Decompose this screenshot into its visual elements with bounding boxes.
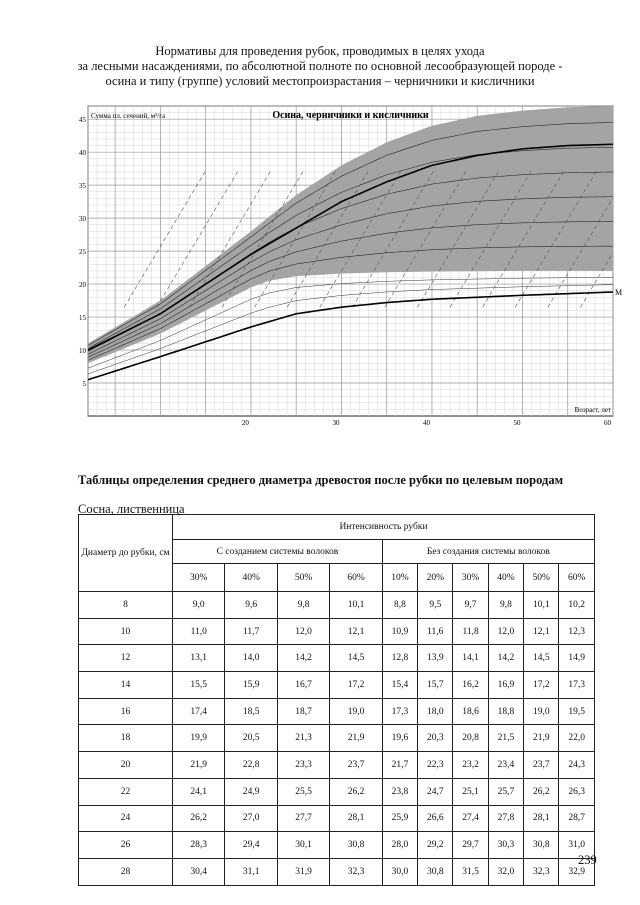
diameter-after-cell: 24,7 bbox=[418, 778, 453, 805]
diameter-after-cell: 19,6 bbox=[382, 725, 417, 752]
percent-col-header: 30% bbox=[173, 564, 225, 592]
diameter-after-cell: 21,7 bbox=[382, 752, 417, 779]
diameter-after-cell: 10,9 bbox=[382, 618, 417, 645]
diameter-after-cell: 22,8 bbox=[225, 752, 277, 779]
x-tick-label: 50 bbox=[513, 419, 521, 427]
diameter-after-cell: 11,6 bbox=[418, 618, 453, 645]
table-row bbox=[79, 752, 595, 779]
diameter-after-cell: 27,4 bbox=[453, 805, 488, 832]
diameter-before-cell: 8 bbox=[79, 592, 173, 619]
diameter-after-cell: 26,6 bbox=[418, 805, 453, 832]
diameter-after-cell: 10,2 bbox=[559, 592, 595, 619]
heading-line-1: Нормативы для проведения рубок, проводимых в целях ухода bbox=[155, 44, 485, 58]
diameter-before-cell: 26 bbox=[79, 832, 173, 859]
diameter-after-cell: 12,8 bbox=[382, 645, 417, 672]
diameter-after-cell: 25,1 bbox=[453, 778, 488, 805]
diameter-after-cell: 29,2 bbox=[418, 832, 453, 859]
diameter-after-cell: 28,1 bbox=[330, 805, 382, 832]
diameter-after-cell: 15,4 bbox=[382, 672, 417, 699]
diameter-after-cell: 8,8 bbox=[382, 592, 417, 619]
diameter-after-cell: 10,1 bbox=[524, 592, 559, 619]
diameter-after-cell: 17,4 bbox=[173, 698, 225, 725]
diameter-before-cell: 10 bbox=[79, 618, 173, 645]
table-row bbox=[79, 805, 595, 832]
diameter-after-cell: 11,0 bbox=[173, 618, 225, 645]
diameter-after-cell: 22,3 bbox=[418, 752, 453, 779]
diameter-after-cell: 14,2 bbox=[488, 645, 523, 672]
diameter-after-cell: 31,1 bbox=[225, 858, 277, 885]
percent-col-header: 50% bbox=[524, 564, 559, 592]
diameter-after-cell: 12,0 bbox=[488, 618, 523, 645]
diameter-after-cell: 24,9 bbox=[225, 778, 277, 805]
group-without-header: Без создания системы волоков bbox=[382, 540, 594, 564]
species-label: Сосна, лиственница bbox=[78, 502, 185, 516]
diameter-after-cell: 30,1 bbox=[277, 832, 329, 859]
diameter-after-cell: 12,3 bbox=[559, 618, 595, 645]
diameter-after-cell: 14,9 bbox=[559, 645, 595, 672]
intensity-header: Интенсивность рубки bbox=[173, 515, 595, 540]
diameter-after-cell: 9,6 bbox=[225, 592, 277, 619]
diameter-after-cell: 20,3 bbox=[418, 725, 453, 752]
table-row bbox=[79, 832, 595, 859]
diameter-after-cell: 26,2 bbox=[330, 778, 382, 805]
diameter-after-cell: 23,2 bbox=[453, 752, 488, 779]
x-tick-label: 20 bbox=[241, 419, 249, 427]
diameter-after-cell: 30,8 bbox=[524, 832, 559, 859]
diameter-after-cell: 9,5 bbox=[418, 592, 453, 619]
diameter-after-cell: 15,9 bbox=[225, 672, 277, 699]
diameter-after-cell: 28,7 bbox=[559, 805, 595, 832]
group-with-header: С созданием системы волоков bbox=[173, 540, 383, 564]
x-tick-label: 40 bbox=[422, 419, 430, 427]
y-tick-label: 45 bbox=[79, 116, 86, 125]
diameter-after-cell: 18,5 bbox=[225, 698, 277, 725]
x-tick-label: 30 bbox=[332, 419, 340, 427]
table-row bbox=[79, 645, 595, 672]
diameter-after-cell: 28,3 bbox=[173, 832, 225, 859]
diameter-before-cell: 20 bbox=[79, 752, 173, 779]
diameter-after-cell: 11,7 bbox=[225, 618, 277, 645]
table-row bbox=[79, 725, 595, 752]
diameter-after-cell: 17,3 bbox=[559, 672, 595, 699]
diameter-after-cell: 22,0 bbox=[559, 725, 595, 752]
diameter-before-cell: 22 bbox=[79, 778, 173, 805]
diameter-after-cell: 20,5 bbox=[225, 725, 277, 752]
diameter-after-cell: 31,9 bbox=[277, 858, 329, 885]
diameter-after-cell: 18,6 bbox=[453, 698, 488, 725]
diameter-after-cell: 17,2 bbox=[524, 672, 559, 699]
diameter-after-cell: 21,9 bbox=[173, 752, 225, 779]
x-axis-label: Возраст, лет bbox=[574, 406, 611, 414]
diameter-after-cell: 17,3 bbox=[382, 698, 417, 725]
diameter-before-cell: 14 bbox=[79, 672, 173, 699]
diameter-after-cell: 14,5 bbox=[330, 645, 382, 672]
diameter-after-cell: 23,7 bbox=[524, 752, 559, 779]
diameter-after-cell: 28,0 bbox=[382, 832, 417, 859]
diameter-after-cell: 14,2 bbox=[277, 645, 329, 672]
diameter-after-cell: 26,2 bbox=[173, 805, 225, 832]
curve-label-m: M bbox=[615, 288, 623, 297]
percent-col-header: 60% bbox=[559, 564, 595, 592]
diameter-after-cell: 32,3 bbox=[524, 858, 559, 885]
table-row bbox=[79, 618, 595, 645]
diameter-after-cell: 24,3 bbox=[559, 752, 595, 779]
y-tick-label: 40 bbox=[79, 149, 86, 158]
diameter-after-cell: 24,1 bbox=[173, 778, 225, 805]
y-tick-label: 5 bbox=[82, 380, 86, 389]
diameter-after-cell: 14,0 bbox=[225, 645, 277, 672]
diameter-after-cell: 30,8 bbox=[330, 832, 382, 859]
diameter-after-cell: 23,4 bbox=[488, 752, 523, 779]
diameter-before-cell: 18 bbox=[79, 725, 173, 752]
diameter-after-cell: 9,0 bbox=[173, 592, 225, 619]
diameter-after-cell: 16,9 bbox=[488, 672, 523, 699]
diameter-after-cell: 15,7 bbox=[418, 672, 453, 699]
diameter-after-cell: 13,9 bbox=[418, 645, 453, 672]
diameter-after-cell: 13,1 bbox=[173, 645, 225, 672]
page-number: 239 bbox=[578, 853, 597, 867]
diameter-after-cell: 15,5 bbox=[173, 672, 225, 699]
diameter-after-cell: 31,0 bbox=[559, 832, 595, 859]
y-tick-label: 20 bbox=[79, 281, 86, 290]
y-tick-label: 25 bbox=[79, 248, 86, 257]
percent-col-header: 50% bbox=[277, 564, 329, 592]
diameter-after-cell: 9,7 bbox=[453, 592, 488, 619]
page-heading bbox=[40, 44, 600, 89]
diameter-after-cell: 12,1 bbox=[330, 618, 382, 645]
diameter-after-cell: 10,1 bbox=[330, 592, 382, 619]
diameter-after-cell: 18,8 bbox=[488, 698, 523, 725]
heading-line-2: за лесными насаждениями, по абсолютной полноте по основной лесообразующей породе - bbox=[77, 59, 563, 73]
row-header: Диаметр до рубки, см bbox=[79, 515, 173, 592]
x-tick-label: 60 bbox=[604, 419, 611, 427]
basal-area-chart bbox=[78, 98, 623, 428]
diameter-after-cell: 27,8 bbox=[488, 805, 523, 832]
diameter-after-cell: 25,7 bbox=[488, 778, 523, 805]
diameter-after-cell: 14,1 bbox=[453, 645, 488, 672]
diameter-after-cell: 23,8 bbox=[382, 778, 417, 805]
chart-canvas bbox=[78, 98, 623, 428]
diameter-after-cell: 30,4 bbox=[173, 858, 225, 885]
diameter-after-cell: 19,0 bbox=[524, 698, 559, 725]
diameter-table bbox=[78, 514, 595, 886]
diameter-after-cell: 30,8 bbox=[418, 858, 453, 885]
diameter-after-cell: 30,0 bbox=[382, 858, 417, 885]
percent-col-header: 30% bbox=[453, 564, 488, 592]
diameter-after-cell: 20,8 bbox=[453, 725, 488, 752]
diameter-before-cell: 16 bbox=[79, 698, 173, 725]
diameter-after-cell: 25,5 bbox=[277, 778, 329, 805]
y-tick-label: 30 bbox=[79, 215, 86, 224]
y-tick-label: 15 bbox=[79, 314, 86, 323]
percent-col-header: 20% bbox=[418, 564, 453, 592]
diameter-after-cell: 14,5 bbox=[524, 645, 559, 672]
diameter-after-cell: 19,5 bbox=[559, 698, 595, 725]
diameter-after-cell: 12,0 bbox=[277, 618, 329, 645]
diameter-after-cell: 32,3 bbox=[330, 858, 382, 885]
table-body bbox=[79, 592, 595, 886]
diameter-after-cell: 11,8 bbox=[453, 618, 488, 645]
heading-line-3: осина и типу (группе) условий местопроизрастания – черничники и кисличники bbox=[105, 74, 535, 88]
percent-col-header: 40% bbox=[488, 564, 523, 592]
table-row bbox=[79, 698, 595, 725]
diameter-after-cell: 21,5 bbox=[488, 725, 523, 752]
diameter-after-cell: 27,0 bbox=[225, 805, 277, 832]
diameter-after-cell: 29,4 bbox=[225, 832, 277, 859]
diameter-before-cell: 24 bbox=[79, 805, 173, 832]
diameter-after-cell: 26,3 bbox=[559, 778, 595, 805]
diameter-after-cell: 28,1 bbox=[524, 805, 559, 832]
diameter-after-cell: 23,7 bbox=[330, 752, 382, 779]
diameter-after-cell: 9,8 bbox=[277, 592, 329, 619]
y-axis-label: Сумма пл. сечений, м²/га bbox=[91, 112, 166, 120]
percent-col-header: 60% bbox=[330, 564, 382, 592]
diameter-after-cell: 32,9 bbox=[559, 858, 595, 885]
diameter-after-cell: 30,3 bbox=[488, 832, 523, 859]
diameter-after-cell: 25,9 bbox=[382, 805, 417, 832]
diameter-before-cell: 12 bbox=[79, 645, 173, 672]
diameter-after-cell: 16,2 bbox=[453, 672, 488, 699]
diameter-after-cell: 32,0 bbox=[488, 858, 523, 885]
chart-title: Осина, черничники и кисличники bbox=[272, 110, 429, 121]
diameter-after-cell: 9,8 bbox=[488, 592, 523, 619]
diameter-after-cell: 21,9 bbox=[330, 725, 382, 752]
table-row bbox=[79, 858, 595, 885]
diameter-after-cell: 16,7 bbox=[277, 672, 329, 699]
diameter-after-cell: 19,9 bbox=[173, 725, 225, 752]
table-row bbox=[79, 778, 595, 805]
diameter-after-cell: 21,3 bbox=[277, 725, 329, 752]
diameter-after-cell: 18,7 bbox=[277, 698, 329, 725]
percent-col-header: 10% bbox=[382, 564, 417, 592]
diameter-after-cell: 23,3 bbox=[277, 752, 329, 779]
diameter-after-cell: 21,9 bbox=[524, 725, 559, 752]
diameter-after-cell: 18,0 bbox=[418, 698, 453, 725]
percent-col-header: 40% bbox=[225, 564, 277, 592]
diameter-after-cell: 17,2 bbox=[330, 672, 382, 699]
diameter-after-cell: 31,5 bbox=[453, 858, 488, 885]
diameter-after-cell: 12,1 bbox=[524, 618, 559, 645]
table-row bbox=[79, 592, 595, 619]
diameter-after-cell: 26,2 bbox=[524, 778, 559, 805]
table-title: Таблицы определения среднего диаметра древостоя после рубки по целевым породам bbox=[78, 473, 564, 487]
y-tick-label: 10 bbox=[79, 347, 86, 356]
diameter-after-cell: 29,7 bbox=[453, 832, 488, 859]
diameter-before-cell: 28 bbox=[79, 858, 173, 885]
table-row bbox=[79, 672, 595, 699]
y-tick-label: 35 bbox=[79, 182, 86, 191]
diameter-after-cell: 27,7 bbox=[277, 805, 329, 832]
diameter-after-cell: 19,0 bbox=[330, 698, 382, 725]
